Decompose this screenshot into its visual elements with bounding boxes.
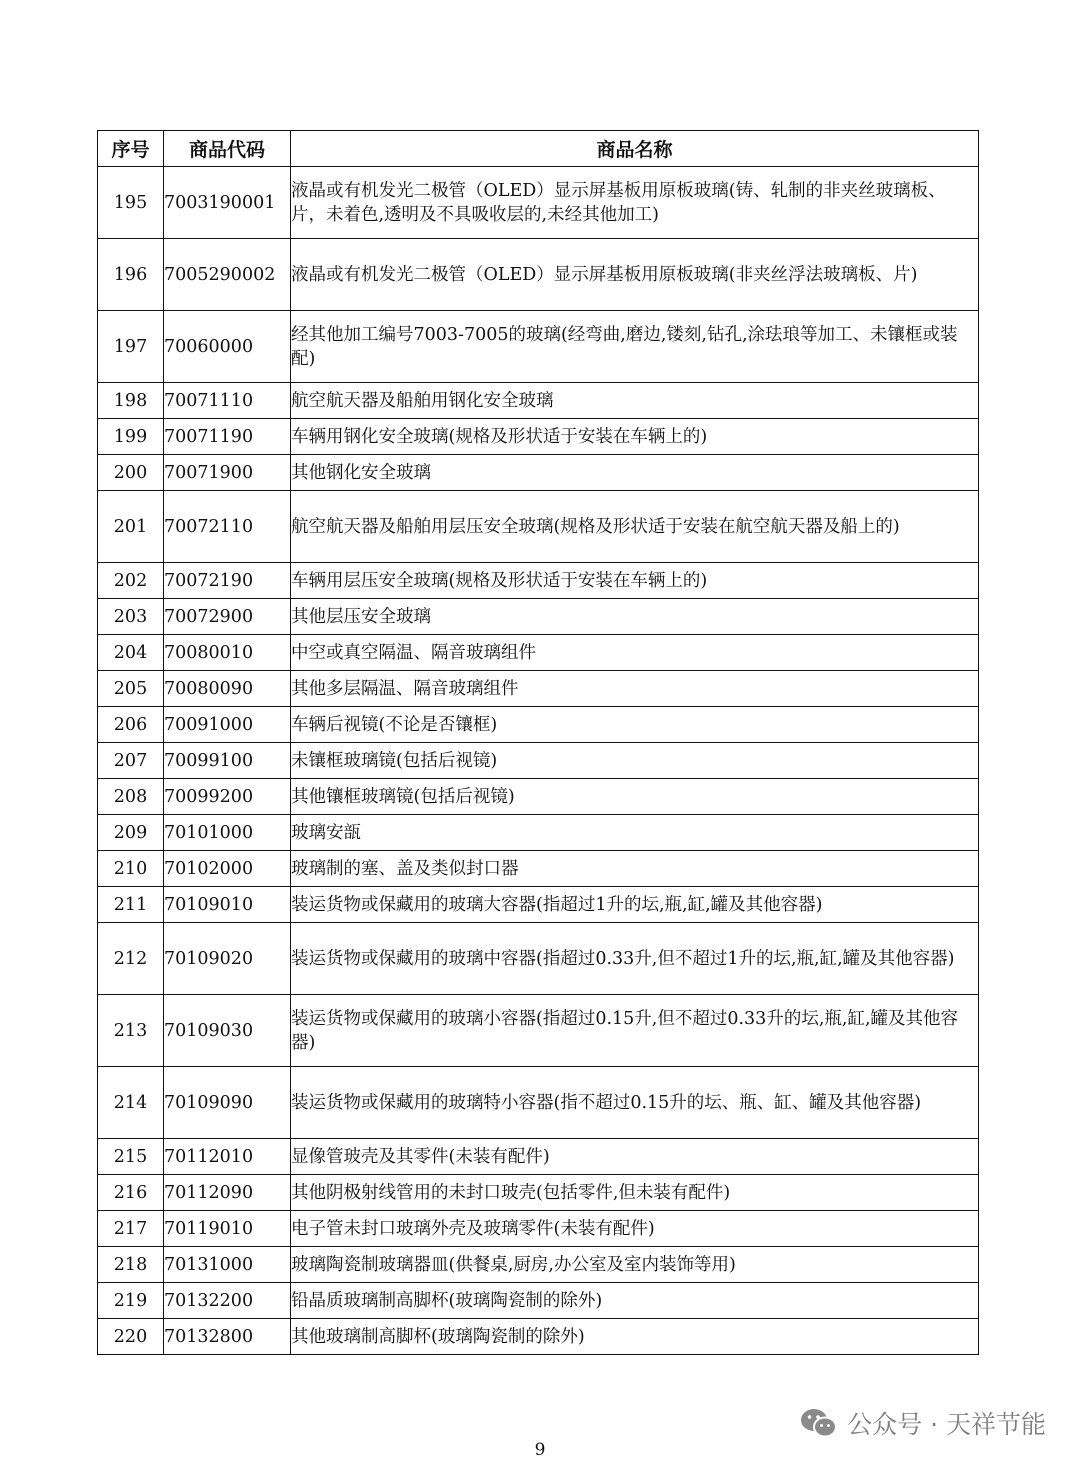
row-name: 装运货物或保藏用的玻璃大容器(指超过1升的坛,瓶,缸,罐及其他容器) xyxy=(291,887,979,923)
row-seq: 195 xyxy=(98,167,164,239)
row-seq: 203 xyxy=(98,599,164,635)
row-seq: 212 xyxy=(98,923,164,995)
row-name: 电子管未封口玻璃外壳及玻璃零件(未装有配件) xyxy=(291,1211,979,1247)
row-name: 其他多层隔温、隔音玻璃组件 xyxy=(291,671,979,707)
row-code: 70072110 xyxy=(164,491,291,563)
row-seq: 205 xyxy=(98,671,164,707)
row-name: 玻璃安瓿 xyxy=(291,815,979,851)
row-name: 装运货物或保藏用的玻璃中容器(指超过0.33升,但不超过1升的坛,瓶,缸,罐及其他容器) xyxy=(291,923,979,995)
table-row xyxy=(98,455,979,491)
row-code: 70109030 xyxy=(164,995,291,1067)
table-body xyxy=(98,167,979,1355)
row-code: 70132800 xyxy=(164,1319,291,1355)
table-header-row xyxy=(98,131,979,167)
row-name: 显像管玻壳及其零件(未装有配件) xyxy=(291,1139,979,1175)
row-seq: 211 xyxy=(98,887,164,923)
row-code: 70109020 xyxy=(164,923,291,995)
row-name: 车辆用层压安全玻璃(规格及形状适于安装在车辆上的) xyxy=(291,563,979,599)
row-code: 70080090 xyxy=(164,671,291,707)
watermark-text: 公众号 · 天祥节能 xyxy=(847,1410,1046,1439)
page-number: 9 xyxy=(534,1440,546,1460)
row-code: 70101000 xyxy=(164,815,291,851)
row-name: 其他镶框玻璃镜(包括后视镜) xyxy=(291,779,979,815)
row-code: 70071110 xyxy=(164,383,291,419)
row-name: 其他阴极射线管用的未封口玻壳(包括零件,但未装有配件) xyxy=(291,1175,979,1211)
table-row xyxy=(98,779,979,815)
watermark xyxy=(799,1403,1046,1443)
row-name: 玻璃陶瓷制玻璃器皿(供餐桌,厨房,办公室及室内装饰等用) xyxy=(291,1247,979,1283)
row-seq: 201 xyxy=(98,491,164,563)
table-row xyxy=(98,815,979,851)
table-row xyxy=(98,887,979,923)
table-row xyxy=(98,167,979,239)
row-name: 铅晶质玻璃制高脚杯(玻璃陶瓷制的除外) xyxy=(291,1283,979,1319)
table-row xyxy=(98,707,979,743)
row-seq: 204 xyxy=(98,635,164,671)
header-name: 商品名称 xyxy=(291,131,979,167)
wechat-icon xyxy=(799,1406,839,1440)
row-name: 航空航天器及船舶用钢化安全玻璃 xyxy=(291,383,979,419)
table-row xyxy=(98,239,979,311)
table-row xyxy=(98,599,979,635)
row-code: 70109090 xyxy=(164,1067,291,1139)
row-name: 装运货物或保藏用的玻璃小容器(指超过0.15升,但不超过0.33升的坛,瓶,缸,罐及其他容器) xyxy=(291,995,979,1067)
row-name: 航空航天器及船舶用层压安全玻璃(规格及形状适于安装在航空航天器及船上的) xyxy=(291,491,979,563)
goods-table xyxy=(97,130,979,1355)
row-name: 装运货物或保藏用的玻璃特小容器(指不超过0.15升的坛、瓶、缸、罐及其他容器) xyxy=(291,1067,979,1139)
row-seq: 207 xyxy=(98,743,164,779)
row-name: 液晶或有机发光二极管（OLED）显示屏基板用原板玻璃(非夹丝浮法玻璃板、片) xyxy=(291,239,979,311)
row-name: 其他钢化安全玻璃 xyxy=(291,455,979,491)
row-code: 70080010 xyxy=(164,635,291,671)
row-seq: 220 xyxy=(98,1319,164,1355)
row-name: 中空或真空隔温、隔音玻璃组件 xyxy=(291,635,979,671)
row-code: 7003190001 xyxy=(164,167,291,239)
row-name: 玻璃制的塞、盖及类似封口器 xyxy=(291,851,979,887)
row-name: 经其他加工编号7003-7005的玻璃(经弯曲,磨边,镂刻,钻孔,涂珐琅等加工、未镶框或装配) xyxy=(291,311,979,383)
row-code: 70112090 xyxy=(164,1175,291,1211)
row-seq: 206 xyxy=(98,707,164,743)
table-row xyxy=(98,1283,979,1319)
row-seq: 199 xyxy=(98,419,164,455)
row-name: 未镶框玻璃镜(包括后视镜) xyxy=(291,743,979,779)
table-row xyxy=(98,635,979,671)
row-name: 液晶或有机发光二极管（OLED）显示屏基板用原板玻璃(铸、轧制的非夹丝玻璃板、片，未着色,透明及不具吸收层的,未经其他加工) xyxy=(291,167,979,239)
row-seq: 209 xyxy=(98,815,164,851)
table-row xyxy=(98,743,979,779)
row-seq: 202 xyxy=(98,563,164,599)
row-code: 70132200 xyxy=(164,1283,291,1319)
header-seq: 序号 xyxy=(98,131,164,167)
row-seq: 219 xyxy=(98,1283,164,1319)
table-row xyxy=(98,563,979,599)
row-seq: 216 xyxy=(98,1175,164,1211)
row-seq: 196 xyxy=(98,239,164,311)
row-code: 70071190 xyxy=(164,419,291,455)
table-row xyxy=(98,383,979,419)
row-code: 70072190 xyxy=(164,563,291,599)
table-row xyxy=(98,1247,979,1283)
table-row xyxy=(98,491,979,563)
row-seq: 215 xyxy=(98,1139,164,1175)
row-seq: 217 xyxy=(98,1211,164,1247)
row-seq: 197 xyxy=(98,311,164,383)
row-name: 车辆后视镜(不论是否镶框) xyxy=(291,707,979,743)
row-code: 70091000 xyxy=(164,707,291,743)
row-code: 70071900 xyxy=(164,455,291,491)
row-code: 70099100 xyxy=(164,743,291,779)
row-seq: 198 xyxy=(98,383,164,419)
table-row xyxy=(98,311,979,383)
table-row xyxy=(98,995,979,1067)
row-seq: 200 xyxy=(98,455,164,491)
table-row xyxy=(98,1175,979,1211)
row-name: 其他玻璃制高脚杯(玻璃陶瓷制的除外) xyxy=(291,1319,979,1355)
table-row xyxy=(98,1067,979,1139)
table-row xyxy=(98,851,979,887)
table-row xyxy=(98,1319,979,1355)
row-code: 70109010 xyxy=(164,887,291,923)
row-seq: 218 xyxy=(98,1247,164,1283)
row-code: 70119010 xyxy=(164,1211,291,1247)
row-seq: 210 xyxy=(98,851,164,887)
row-code: 70112010 xyxy=(164,1139,291,1175)
table-row xyxy=(98,1139,979,1175)
row-name: 其他层压安全玻璃 xyxy=(291,599,979,635)
table-row xyxy=(98,1211,979,1247)
row-seq: 208 xyxy=(98,779,164,815)
row-seq: 213 xyxy=(98,995,164,1067)
row-code: 70131000 xyxy=(164,1247,291,1283)
row-code: 70072900 xyxy=(164,599,291,635)
header-code: 商品代码 xyxy=(164,131,291,167)
row-name: 车辆用钢化安全玻璃(规格及形状适于安装在车辆上的) xyxy=(291,419,979,455)
row-code: 7005290002 xyxy=(164,239,291,311)
row-code: 70099200 xyxy=(164,779,291,815)
row-seq: 214 xyxy=(98,1067,164,1139)
table-row xyxy=(98,419,979,455)
table-row xyxy=(98,923,979,995)
row-code: 70102000 xyxy=(164,851,291,887)
row-code: 70060000 xyxy=(164,311,291,383)
table-row xyxy=(98,671,979,707)
